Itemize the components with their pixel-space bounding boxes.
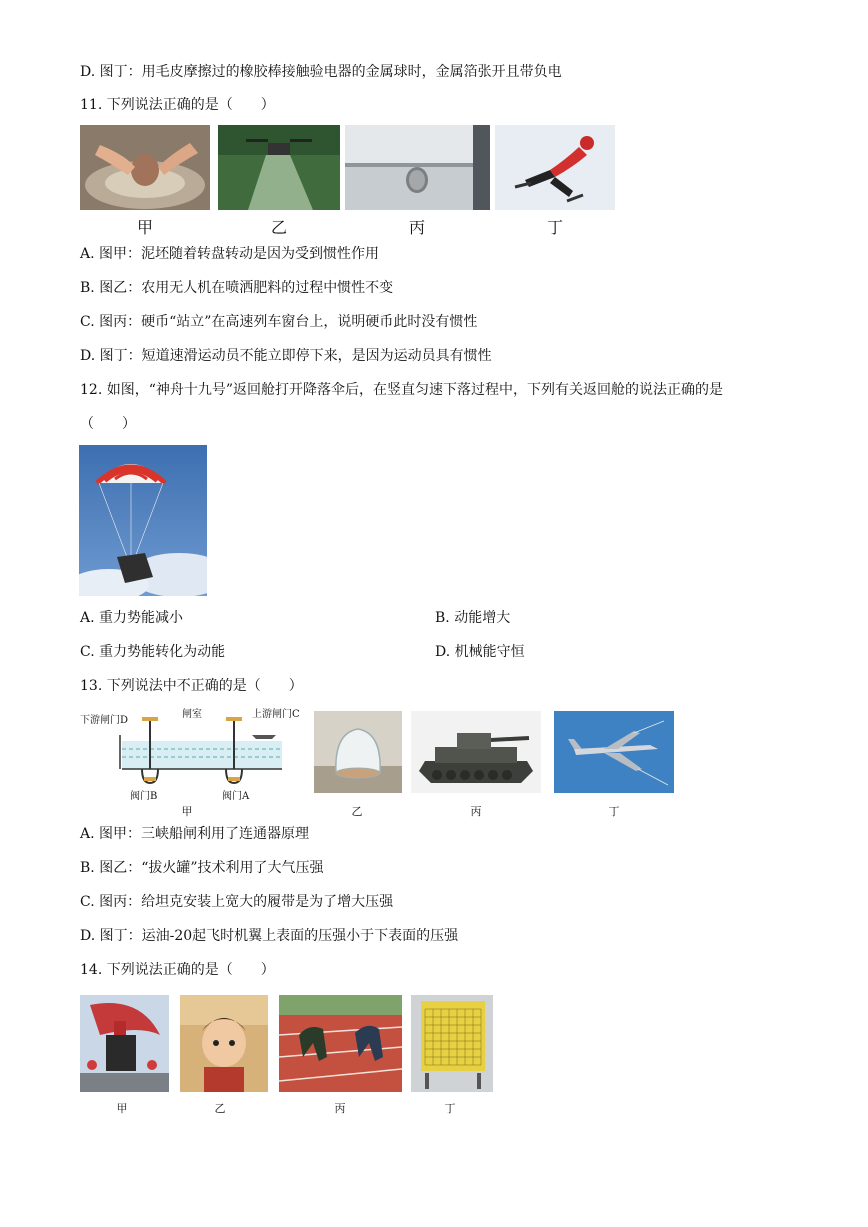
label-upstream-gate: 上游闸门C bbox=[252, 709, 300, 720]
tank-photo bbox=[411, 711, 541, 793]
q13-option-b: B. 图乙：“拔火罐”技术利用了大气压强 bbox=[80, 860, 324, 876]
speed-skater-photo bbox=[495, 125, 615, 210]
q12-paren: （ ） bbox=[80, 416, 136, 432]
q13-option-a: A. 图甲：三峡船闸利用了连通器原理 bbox=[80, 826, 310, 842]
q13-caption-yi: 乙 bbox=[351, 805, 363, 818]
q12-option-b: B. 动能增大 bbox=[435, 610, 511, 626]
q12-option-d: D. 机械能守恒 bbox=[435, 644, 525, 660]
q14-caption-jia: 甲 bbox=[116, 1102, 128, 1115]
pottery-wheel-photo bbox=[80, 125, 210, 210]
q13-stem: 13. 下列说法中不正确的是（ ） bbox=[80, 678, 303, 694]
q11-caption-yi: 乙 bbox=[270, 218, 287, 237]
ship-lock-diagram bbox=[80, 705, 310, 805]
q14-caption-ding: 丁 bbox=[444, 1102, 456, 1115]
aircraft-refueling-photo bbox=[554, 711, 674, 793]
q14-stem: 14. 下列说法正确的是（ ） bbox=[80, 962, 275, 978]
q12-option-a: A. 重力势能减小 bbox=[80, 610, 184, 626]
q11-option-b: B. 图乙：农用无人机在喷洒肥料的过程中惯性不变 bbox=[80, 280, 394, 296]
label-lock-chamber: 闸室 bbox=[182, 709, 202, 720]
q11-caption-bing: 丙 bbox=[408, 218, 425, 237]
parachute-capsule-photo bbox=[79, 445, 207, 596]
q13-caption-bing: 丙 bbox=[470, 805, 482, 818]
stage-performance-photo bbox=[80, 995, 169, 1092]
q13-caption-jia: 甲 bbox=[181, 805, 193, 818]
q11-option-a: A. 图甲：泥坯随着转盘转动是因为受到惯性作用 bbox=[80, 246, 380, 262]
q11-option-d: D. 图丁：短道速滑运动员不能立即停下来，是因为运动员具有惯性 bbox=[80, 348, 492, 364]
q13-caption-ding: 丁 bbox=[608, 805, 620, 818]
q12-stem: 12. 如图，“神舟十九号”返回舱打开降落伞后，在竖直匀速下落过程中，下列有关返回舱的说法正确的是 bbox=[80, 382, 724, 398]
q11-caption-jia: 甲 bbox=[136, 218, 153, 237]
q14-caption-yi: 乙 bbox=[214, 1102, 226, 1115]
label-valve-b: 阀门B bbox=[130, 791, 158, 802]
glass-cup-photo bbox=[314, 711, 402, 793]
drone-spraying-photo bbox=[218, 125, 340, 210]
animated-character-photo bbox=[180, 995, 268, 1092]
q11-stem: 11. 下列说法正确的是（ ） bbox=[80, 97, 275, 113]
q11-option-c: C. 图丙：硬币“站立”在高速列车窗台上，说明硬币此时没有惯性 bbox=[80, 314, 478, 330]
coin-on-train-window-photo bbox=[345, 125, 490, 210]
q14-caption-bing: 丙 bbox=[334, 1102, 346, 1115]
q13-option-d: D. 图丁：运油-20起飞时机翼上表面的压强小于下表面的压强 bbox=[80, 928, 459, 944]
go-board-photo bbox=[411, 995, 493, 1092]
q12-option-c: C. 重力势能转化为动能 bbox=[80, 644, 226, 660]
sprint-start-photo bbox=[279, 995, 402, 1092]
q11-caption-ding: 丁 bbox=[546, 218, 563, 237]
label-valve-a: 阀门A bbox=[222, 791, 250, 802]
q13-option-c: C. 图丙：给坦克安装上宽大的履带是为了增大压强 bbox=[80, 894, 394, 910]
q10-option-d: D. 图丁：用毛皮摩擦过的橡胶棒接触验电器的金属球时，金属箔张开且带负电 bbox=[80, 64, 562, 80]
label-downstream-gate: 下游闸门D bbox=[80, 715, 129, 726]
